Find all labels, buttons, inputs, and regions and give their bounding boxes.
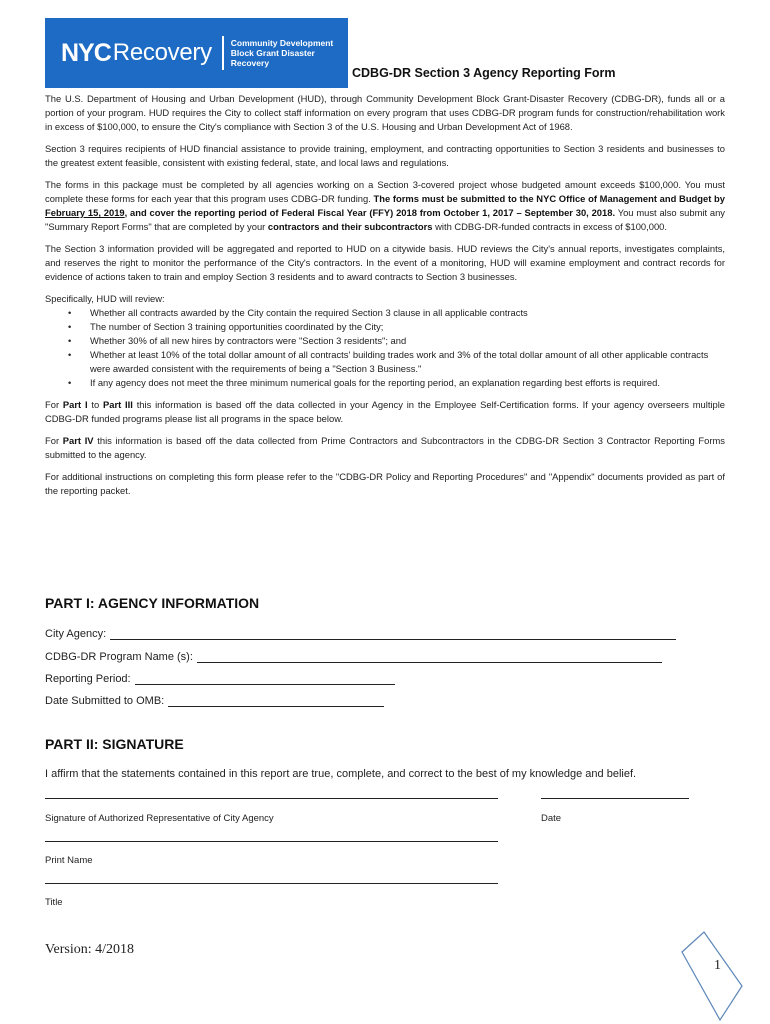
review-item: • Whether 30% of all new hires by contractors were "Section 3 residents"; and [90, 334, 725, 348]
p6-part-iv: Part IV [62, 435, 94, 446]
p3-text-e: You must also submit any "Summary Report Forms" that are completed by your [45, 207, 725, 232]
p3-text-a: The forms in this package must be completed by all agencies working on a Section 3-covered project whose budgeted amount exceeds $100,000. You must complete these forms for each year that this program uses CDBG-DR funding. [45, 179, 725, 204]
review-item: • Whether at least 10% of the total dollar amount of all contracts' building trades work and 3% of the total dollar amount of all other applicable contracts were awarded consistent with the requirements of being a "Section 3 Business." [90, 348, 725, 376]
review-item: • The number of Section 3 training opportunities coordinated by the City; [90, 320, 725, 334]
page-number-marker-icon [680, 930, 744, 1022]
intro-paragraph-4: The Section 3 information provided will be aggregated and reported to HUD on a citywide basis. HUD reviews the City's annual reports, investigates complaints, and reserves the right to monitor the performance of the City's contractors. In the event of a monitoring, HUD will examine employment and contract records for evidence of actions taken to train and employ Section 3 residents and to award contracts to Section 3 businesses. [45, 243, 725, 282]
intro-paragraph-6 [45, 434, 725, 462]
p3-deadline-date: February 15, 2019 [45, 207, 125, 218]
reporting-period-row [45, 672, 395, 685]
logo-subtitle: Community Development Block Grant Disaster Recovery [230, 38, 334, 68]
logo-nyc-text: NYC [61, 38, 111, 67]
p3-text-g: with CDBG-DR-funded contracts in excess of $100,000. [432, 221, 668, 232]
p6-text-a: For [45, 435, 63, 446]
print-name-field[interactable] [45, 841, 498, 842]
review-item: • If any agency does not meet the three minimum numerical goals for the reporting period, an explanation regarding best efforts is required. [90, 376, 725, 390]
program-name-field[interactable] [197, 650, 662, 663]
date-submitted-field[interactable] [168, 694, 384, 707]
affirmation-text: I affirm that the statements contained in this report are true, complete, and correct to the best of my knowledge and belief. [45, 768, 637, 780]
review-item: • Whether all contracts awarded by the City contain the required Section 3 clause in all applicable contracts [90, 306, 725, 320]
part1-title: PART I: AGENCY INFORMATION [45, 595, 260, 611]
intro-paragraph-2: Section 3 requires recipients of HUD financial assistance to provide training, employment, and contracting opportunities to Section 3 residents and businesses to the greatest extent feasible, consistent with existing federal, state, and local laws and regulations. [45, 143, 725, 168]
city-agency-row [45, 627, 676, 640]
version-text: Version: 4/2018 [45, 942, 135, 957]
p5-part-i: Part I [62, 399, 88, 410]
intro-paragraph-3 [45, 178, 725, 234]
reporting-period-field[interactable] [135, 672, 395, 685]
date-field[interactable] [541, 798, 689, 799]
nyc-recovery-logo [45, 18, 348, 88]
p3-text-b: The forms must be submitted to the NYC Office of Management and Budget by [373, 193, 725, 204]
intro-paragraph-7: For additional instructions on completing this form please refer to the "CDBG-DR Policy and Reporting Procedures" and "Appendix" documents provided as part of the reporting packet. [45, 471, 725, 496]
review-lead: Specifically, HUD will review: [45, 293, 165, 304]
print-name-label: Print Name [45, 855, 93, 866]
date-label: Date [541, 813, 562, 824]
logo-divider [222, 36, 224, 70]
reporting-period-label: Reporting Period: [45, 673, 131, 685]
p5-text-a: For [45, 399, 63, 410]
p6-text-c: this information is based off the data collected from Prime Contractors and Subcontractors in the CDBG-DR Section 3 Contractor Reporting Forms submitted to the agency. [45, 435, 725, 460]
page-number: 1 [714, 958, 721, 973]
part2-title: PART II: SIGNATURE [45, 736, 184, 752]
p5-text-e: this information is based off the data collected in your Agency in the Employee Self-Certification forms. If your agency overseers multiple CDBG-DR funded programs please list all programs in the space below. [45, 399, 726, 424]
intro-section [45, 92, 725, 506]
city-agency-field[interactable] [110, 627, 676, 640]
date-submitted-label: Date Submitted to OMB: [45, 695, 165, 707]
program-name-row [45, 650, 662, 663]
signature-label: Signature of Authorized Representative of City Agency [45, 813, 274, 824]
date-submitted-row [45, 694, 384, 707]
title-label: Title [45, 897, 63, 908]
p5-part-iii: Part III [103, 399, 133, 410]
intro-paragraph-1: The U.S. Department of Housing and Urban Development (HUD), through Community Development Block Grant-Disaster Recovery (CDBG-DR), funds all or a portion of your program. HUD requires the City to collect staff information on every program that uses CDBG-DR program funds for construction/rehabilitation work in excess of $100,000, to ensure the City's compliance with Section 3 of the U.S. Housing and Urban Development Act of 1968. [45, 93, 725, 132]
p3-text-d: , and cover the reporting period of Federal Fiscal Year (FFY) 2018 from October 1, 2017 – September 30, 2018. [124, 207, 616, 218]
program-name-label: CDBG-DR Program Name (s): [45, 651, 193, 663]
title-field[interactable] [45, 883, 498, 884]
p3-contractors-bold: contractors and their subcontractors [267, 221, 433, 232]
logo-recovery-text: Recovery [112, 39, 212, 66]
form-title: CDBG-DR Section 3 Agency Reporting Form [352, 66, 616, 80]
signature-field[interactable] [45, 798, 498, 799]
intro-paragraph-5 [45, 398, 725, 426]
p5-text-c: to [87, 399, 103, 410]
review-list [45, 306, 725, 390]
city-agency-label: City Agency: [45, 628, 107, 640]
